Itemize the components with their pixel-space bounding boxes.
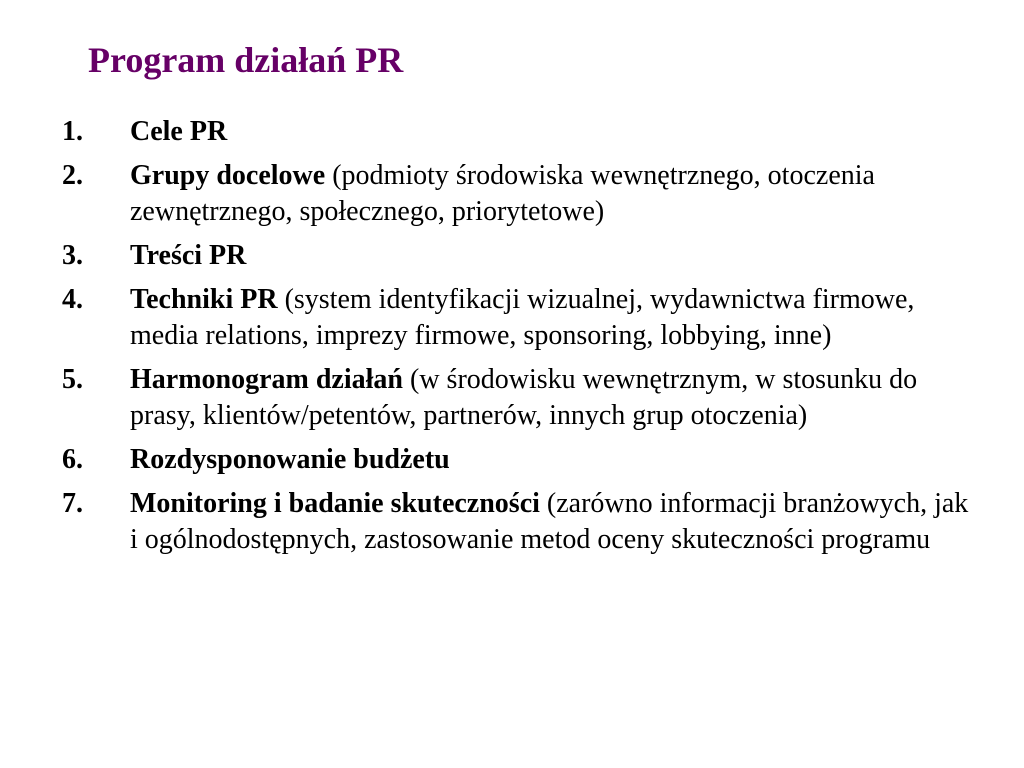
item-text bbox=[130, 158, 982, 230]
list-item bbox=[62, 442, 982, 478]
item-number: 3. bbox=[62, 240, 83, 271]
item-number: 1. bbox=[62, 116, 83, 147]
item-detail: (zarówno informacji branżowych, jak i ogólnodostępnych, zastosowanie metod oceny skuteczności programu bbox=[130, 488, 969, 555]
item-text bbox=[130, 238, 982, 274]
item-number: 4. bbox=[62, 284, 83, 315]
program-list bbox=[62, 114, 982, 566]
list-item bbox=[62, 114, 982, 150]
item-lead: Techniki PR bbox=[130, 284, 278, 315]
item-number: 5. bbox=[62, 364, 83, 395]
item-detail: (system identyfikacji wizualnej, wydawnictwa firmowe, media relations, imprezy firmowe, sponsoring, lobbying, inne) bbox=[130, 284, 915, 351]
item-text bbox=[130, 442, 982, 478]
item-lead: Grupy docelowe bbox=[130, 160, 326, 191]
item-number: 7. bbox=[62, 488, 83, 519]
slide-title: Program działań PR bbox=[88, 40, 404, 80]
item-text bbox=[130, 114, 982, 150]
list-item bbox=[62, 486, 982, 558]
item-detail: (podmioty środowiska wewnętrznego, otoczenia zewnętrznego, społecznego, priorytetowe) bbox=[130, 160, 875, 227]
item-number: 2. bbox=[62, 160, 83, 191]
item-lead: Rozdysponowanie budżetu bbox=[130, 444, 450, 475]
item-lead: Treści PR bbox=[130, 240, 247, 271]
item-number: 6. bbox=[62, 444, 83, 475]
item-lead: Harmonogram działań bbox=[130, 364, 403, 395]
item-lead: Cele PR bbox=[130, 116, 228, 147]
item-lead: Monitoring i badanie skuteczności bbox=[130, 488, 540, 519]
list-item bbox=[62, 282, 982, 354]
item-detail: (w środowisku wewnętrznym, w stosunku do prasy, klientów/petentów, partnerów, innych grup otoczenia) bbox=[130, 364, 918, 431]
item-text bbox=[130, 362, 982, 434]
list-item bbox=[62, 158, 982, 230]
item-text bbox=[130, 282, 982, 354]
list-item bbox=[62, 238, 982, 274]
item-text bbox=[130, 486, 982, 558]
list-item bbox=[62, 362, 982, 434]
